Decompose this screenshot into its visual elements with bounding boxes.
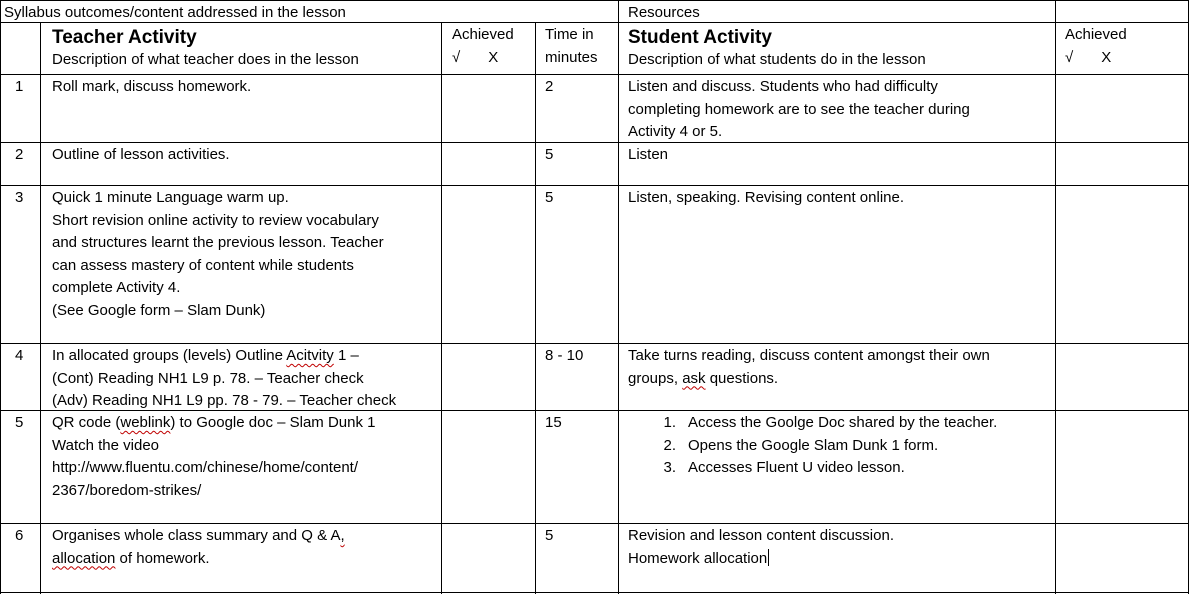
student-activity-cell bbox=[628, 76, 970, 144]
student-activity-cell bbox=[628, 412, 997, 480]
teacher-text-line: Organises whole class summary and Q & A, bbox=[52, 527, 345, 544]
teacher-activity-description: Description of what teacher does in the lesson bbox=[52, 51, 359, 68]
resources-label: Resources bbox=[628, 4, 700, 21]
teacher-text-line: can assess mastery of content while students bbox=[52, 256, 354, 274]
row-number: 5 bbox=[15, 414, 24, 431]
teacher-activity-cell bbox=[52, 345, 396, 413]
student-text-line: Take turns reading, discuss content amongst their own bbox=[628, 347, 990, 364]
time-header bbox=[545, 24, 598, 69]
teacher-activity-cell bbox=[52, 412, 376, 502]
row-number: 1 bbox=[15, 78, 24, 95]
teacher-activity-cell bbox=[52, 525, 345, 570]
text-cursor bbox=[768, 549, 769, 566]
achieved-header bbox=[452, 24, 532, 69]
time-label-line2: minutes bbox=[545, 48, 598, 66]
teacher-text-line: (Cont) Reading NH1 L9 p. 78. – Teacher check bbox=[52, 369, 364, 387]
student-activity-cell[interactable] bbox=[628, 525, 894, 570]
student-text-line: Listen bbox=[628, 146, 669, 163]
achieved2-label: Achieved bbox=[1065, 26, 1127, 43]
teacher-text-line: QR code (weblink) to Google doc – Slam Dunk 1 bbox=[52, 414, 376, 431]
grid-hline bbox=[0, 185, 1189, 186]
teacher-activity-cell bbox=[52, 76, 251, 99]
student-text-line: Activity 4 or 5. bbox=[628, 123, 723, 140]
teacher-text-line: Watch the video bbox=[52, 436, 159, 454]
student-text-line: groups, ask questions. bbox=[628, 369, 779, 387]
student-text-line: Listen and discuss. Students who had difficulty bbox=[628, 78, 938, 95]
row-number: 6 bbox=[15, 527, 24, 544]
cross-mark: X bbox=[1101, 48, 1112, 66]
tick-mark: √ bbox=[452, 48, 461, 66]
time-cell: 5 bbox=[545, 146, 554, 163]
video-link[interactable]: http://www.fluentu.com/chinese/home/content/ bbox=[52, 459, 358, 476]
student-activity-cell bbox=[628, 187, 904, 210]
teacher-activity-title: Teacher Activity bbox=[52, 27, 197, 48]
achieved2-marks bbox=[1065, 47, 1127, 70]
spellcheck-word: weblink bbox=[120, 414, 171, 431]
achieved-label: Achieved bbox=[452, 26, 514, 43]
student-text-line: Homework allocation bbox=[628, 549, 768, 567]
grid-hline bbox=[0, 343, 1189, 344]
student-activity-cell bbox=[628, 144, 668, 167]
student-text-line: Revision and lesson content discussion. bbox=[628, 527, 894, 544]
numbered-list bbox=[628, 412, 997, 480]
spellcheck-word: , bbox=[340, 527, 345, 544]
teacher-text-line: allocation of homework. bbox=[52, 549, 210, 567]
teacher-activity-cell bbox=[52, 187, 384, 322]
time-cell: 15 bbox=[545, 414, 562, 431]
teacher-text-line: (Adv) Reading NH1 L9 pp. 78 - 79. – Teacher check bbox=[52, 392, 397, 409]
student-text-line: Listen, speaking. Revising content online. bbox=[628, 189, 905, 206]
achieved2-header bbox=[1065, 24, 1127, 69]
teacher-text-line: Quick 1 minute Language warm up. bbox=[52, 189, 289, 206]
spellcheck-word: ask bbox=[682, 369, 706, 387]
spellcheck-word: Acitvity bbox=[286, 347, 334, 364]
student-activity-title: Student Activity bbox=[628, 27, 772, 48]
grid-vline bbox=[40, 22, 41, 594]
cross-mark: X bbox=[488, 48, 499, 66]
grid-vline bbox=[535, 22, 536, 594]
row-number: 4 bbox=[15, 347, 24, 364]
student-text-line: completing homework are to see the teacher during bbox=[628, 100, 970, 118]
row-number: 3 bbox=[15, 189, 24, 206]
time-cell: 5 bbox=[545, 527, 554, 544]
grid-hline bbox=[0, 592, 1189, 593]
time-label-line1: Time in bbox=[545, 26, 594, 43]
grid-vline bbox=[1055, 0, 1056, 594]
teacher-text-line: (See Google form – Slam Dunk) bbox=[52, 301, 266, 319]
teacher-activity-cell bbox=[52, 144, 230, 167]
list-item: 3. Accesses Fluent U video lesson. bbox=[663, 459, 905, 476]
time-cell: 8 - 10 bbox=[545, 347, 584, 364]
grid-vline bbox=[0, 0, 1, 594]
teacher-text-line: In allocated groups (levels) Outline Acitvity 1 – bbox=[52, 347, 359, 364]
teacher-text-line: complete Activity 4. bbox=[52, 279, 181, 296]
syllabus-label: Syllabus outcomes/content addressed in the lesson bbox=[4, 4, 346, 21]
grid-hline bbox=[0, 0, 1189, 1]
teacher-activity-header bbox=[52, 26, 359, 70]
grid-hline bbox=[0, 142, 1189, 143]
student-activity-cell bbox=[628, 345, 990, 390]
time-cell: 2 bbox=[545, 78, 554, 95]
list-item: 1. Access the Goolge Doc shared by the teacher. bbox=[663, 414, 998, 431]
spellcheck-word: allocation bbox=[52, 549, 116, 567]
grid-hline bbox=[0, 523, 1189, 524]
time-cell: 5 bbox=[545, 189, 554, 206]
student-activity-description: Description of what students do in the lesson bbox=[628, 51, 926, 68]
student-activity-header bbox=[628, 26, 926, 70]
row-number: 2 bbox=[15, 146, 24, 163]
tick-mark: √ bbox=[1065, 48, 1074, 66]
grid-vline bbox=[618, 0, 619, 594]
video-link-continued[interactable]: 2367/boredom-strikes/ bbox=[52, 481, 202, 499]
teacher-text-line: Roll mark, discuss homework. bbox=[52, 78, 252, 95]
teacher-text-line: and structures learnt the previous lesson. Teacher bbox=[52, 234, 384, 251]
grid-vline bbox=[441, 22, 442, 594]
grid-hline bbox=[0, 74, 1189, 75]
list-item: 2. Opens the Google Slam Dunk 1 form. bbox=[663, 436, 939, 454]
achieved-marks bbox=[452, 47, 532, 70]
teacher-text-line: Outline of lesson activities. bbox=[52, 146, 230, 163]
teacher-text-line: Short revision online activity to review vocabulary bbox=[52, 211, 379, 229]
